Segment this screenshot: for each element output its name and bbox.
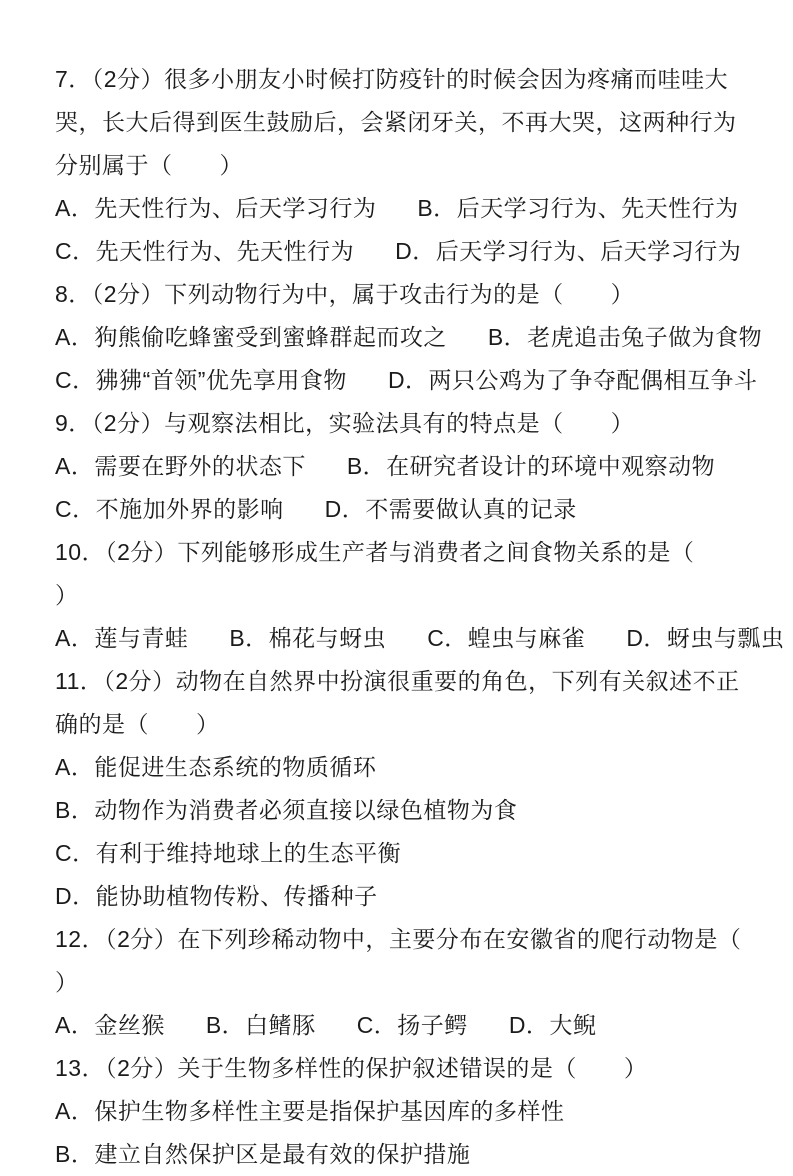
answer-option: A．金丝猴 — [55, 1012, 165, 1038]
answer-option: B．白鳍豚 — [205, 1012, 316, 1038]
option-row — [55, 316, 763, 359]
question-stem: 13．（2分）关于生物多样性的保护叙述错误的是（ ） — [55, 1055, 648, 1081]
answer-option: A．莲与青蛙 — [55, 625, 189, 651]
question-stem: 12．（2分）在下列珍稀动物中，主要分布在安徽省的爬行动物是（ ） — [55, 926, 789, 995]
question-stem: 9．（2分）与观察法相比，实验法具有的特点是（ ） — [55, 410, 635, 436]
option-row — [55, 445, 748, 488]
answer-option: A．能促进生态系统的物质循环 — [55, 754, 377, 780]
answer-option: D．蚜虫与瓢虫 — [626, 625, 785, 651]
question — [55, 918, 789, 1047]
answer-option: B．老虎追击兔子做为食物 — [487, 324, 763, 350]
answer-option: D．不需要做认真的记录 — [324, 496, 577, 522]
answer-option: C．蝗虫与麻雀 — [427, 625, 586, 651]
answer-option: A．保护生物多样性主要是指保护基因库的多样性 — [55, 1098, 565, 1124]
option-row — [55, 1133, 748, 1176]
answer-option: C．狒狒“首领”优先享用食物 — [55, 367, 347, 393]
option-row — [55, 832, 748, 875]
answer-option: A．先天性行为、后天学习行为 — [55, 195, 377, 221]
option-row — [55, 789, 748, 832]
answer-option: B．动物作为消费者必须直接以绿色植物为食 — [55, 797, 518, 823]
answer-option: D．能协助植物传粉、传播种子 — [55, 883, 378, 909]
option-row — [55, 359, 758, 402]
question — [55, 531, 785, 660]
answer-option: D．两只公鸡为了争夺配偶相互争斗 — [387, 367, 758, 393]
option-row — [55, 875, 748, 918]
answer-option: C．扬子鳄 — [356, 1012, 468, 1038]
question — [55, 58, 748, 273]
answer-option: B．建立自然保护区是最有效的保护措施 — [55, 1141, 471, 1167]
answer-option: C．不施加外界的影响 — [55, 496, 284, 522]
question-stem: 11．（2分）动物在自然界中扮演很重要的角色，下列有关叙述不正确的是（ ） — [55, 668, 740, 737]
answer-option: C．先天性行为、先天性行为 — [55, 238, 355, 264]
question — [55, 1047, 748, 1176]
question-stem: 10．（2分）下列能够形成生产者与消费者之间食物关系的是（ ） — [55, 539, 742, 608]
option-row — [55, 488, 748, 531]
option-row — [55, 187, 748, 230]
answer-option: B．在研究者设计的环境中观察动物 — [346, 453, 716, 479]
option-row — [55, 746, 748, 789]
question — [55, 660, 748, 918]
answer-option: A．需要在野外的状态下 — [55, 453, 306, 479]
option-row — [55, 230, 748, 273]
answer-option: D．大鲵 — [508, 1012, 597, 1038]
answer-option: B．后天学习行为、先天性行为 — [417, 195, 739, 221]
answer-option: D．后天学习行为、后天学习行为 — [395, 238, 742, 264]
question-stem: 8．（2分）下列动物行为中，属于攻击行为的是（ ） — [55, 281, 635, 307]
question — [55, 402, 748, 531]
option-row — [55, 1004, 748, 1047]
option-row — [55, 1090, 748, 1133]
answer-option: B．棉花与蚜虫 — [229, 625, 387, 651]
answer-option: C．有利于维持地球上的生态平衡 — [55, 840, 402, 866]
question — [55, 273, 763, 402]
option-row — [55, 617, 785, 660]
answer-option: A．狗熊偷吃蜂蜜受到蜜蜂群起而攻之 — [55, 324, 447, 350]
question-stem: 7．（2分）很多小朋友小时候打防疫针的时候会因为疼痛而哇哇大哭，长大后得到医生鼓励后，会紧闭牙关，不再大哭，这两种行为分别属于（ ） — [55, 66, 737, 178]
